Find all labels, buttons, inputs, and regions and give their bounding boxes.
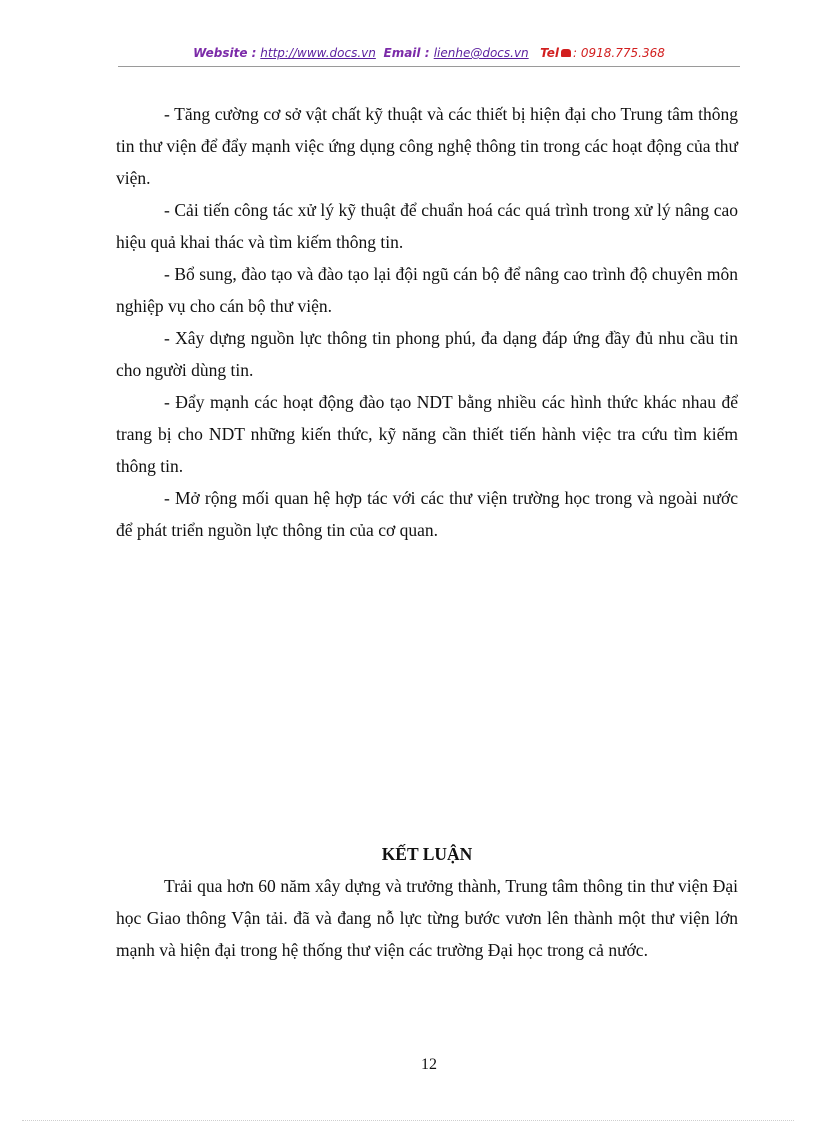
page-header bbox=[118, 46, 740, 60]
conclusion-heading: KẾT LUẬN bbox=[381, 844, 473, 864]
paragraph: - Tăng cường cơ sở vật chất kỹ thuật và các thiết bị hiện đại cho Trung tâm thông tin thư viện để đẩy mạnh việc ứng dụng công nghệ thông tin trong các hoạt động của thư viện. bbox=[116, 104, 738, 188]
conclusion-section bbox=[116, 838, 738, 966]
telephone-icon bbox=[561, 49, 571, 57]
page-number: 12 bbox=[421, 1056, 437, 1073]
email-separator: : bbox=[420, 46, 434, 60]
tel-label: Tel bbox=[540, 46, 560, 60]
email-label: Email bbox=[383, 46, 421, 60]
website-label: Website : bbox=[193, 46, 257, 60]
paragraph: - Bổ sung, đào tạo và đào tạo lại đội ngũ cán bộ để nâng cao trình độ chuyên môn nghiệp vụ cho cán bộ thư viện. bbox=[116, 264, 738, 316]
conclusion-paragraph: Trải qua hơn 60 năm xây dựng và trưởng thành, Trung tâm thông tin thư viện Đại học Giao thông Vận tải. đã và đang nỗ lực từng bước vươn lên thành một thư viện lớn mạnh và hiện đại trong hệ thống thư viện các trường Đại học trong cả nước. bbox=[116, 876, 738, 960]
paragraph: - Xây dựng nguồn lực thông tin phong phú, đa dạng đáp ứng đầy đủ nhu cầu tin cho người dùng tin. bbox=[116, 328, 738, 380]
tel-value: : 0918.775.368 bbox=[573, 46, 665, 60]
body-text bbox=[116, 98, 738, 546]
header-divider bbox=[118, 66, 740, 67]
email-link[interactable]: lienhe@docs.vn bbox=[433, 46, 529, 60]
paragraph: - Đẩy mạnh các hoạt động đào tạo NDT bằng nhiều các hình thức khác nhau để trang bị cho NDT những kiến thức, kỹ năng cần thiết tiến hành việc tra cứu tìm kiếm thông tin. bbox=[116, 392, 738, 476]
page-bottom-border bbox=[22, 1120, 794, 1121]
paragraph: - Mở rộng mối quan hệ hợp tác với các thư viện trường học trong và ngoài nước để phát triển nguồn lực thông tin của cơ quan. bbox=[116, 488, 738, 540]
website-link[interactable]: http://www.docs.vn bbox=[260, 46, 376, 60]
paragraph: - Cải tiến công tác xử lý kỹ thuật để chuẩn hoá các quá trình trong xử lý nâng cao hiệu quả khai thác và tìm kiếm thông tin. bbox=[116, 200, 738, 252]
